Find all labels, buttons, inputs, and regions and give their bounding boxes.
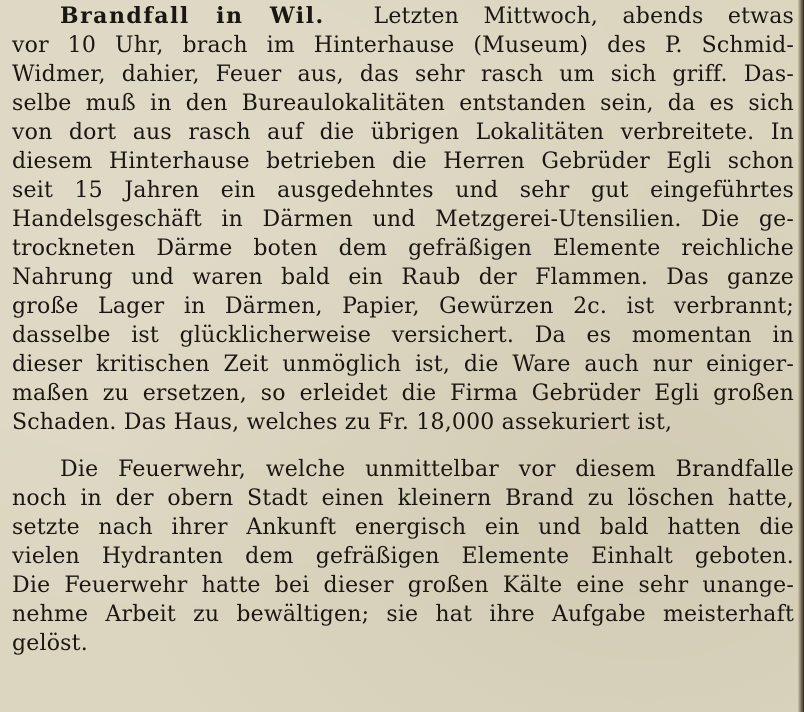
paragraph2-line: nehme Arbeit zu bewältigen; sie hat ihre Aufgabe meisterhaft (12, 602, 794, 627)
article-first-line-text: Letzten Mittwoch, abends etwas (373, 4, 794, 29)
article-first-line (12, 2, 794, 31)
paragraph2-line: Die Feuerwehr hatte bei dieser großen Kälte eine sehr unange- (12, 573, 794, 598)
paragraph1-line: große Lager in Därmen, Papier, Gewürzen 2c. ist verbrannt; (12, 294, 794, 319)
paragraph2-line: setzte nach ihrer Ankunft energisch ein und bald hatten die (12, 515, 794, 540)
paragraph2-line: noch in der obern Stadt einen kleinern Brand zu löschen hatte, (12, 486, 794, 511)
paragraph1-line: Handelsgeschäft in Därmen und Metzgerei-Utensilien. Die ge- (12, 207, 794, 232)
paragraph-gap (12, 437, 794, 455)
paragraph2-line: vielen Hydranten dem gefräßigen Elemente Einhalt geboten. (12, 544, 794, 569)
paragraph1-line: Widmer, dahier, Feuer aus, das sehr rasch um sich griff. Das- (12, 62, 794, 87)
paragraph1-line: vor 10 Uhr, brach im Hinterhause (Museum) des P. Schmid- (12, 33, 794, 58)
paragraph2-line: Die Feuerwehr, welche unmittelbar vor diesem Brandfalle (60, 457, 794, 482)
paragraph1-line: maßen zu ersetzen, so erleidet die Firma Gebrüder Egli großen (12, 381, 794, 406)
paragraph1-line: dieser kritischen Zeit unmöglich ist, die Ware auch nur einiger- (12, 352, 794, 377)
paragraph1-line: Nahrung und waren bald ein Raub der Flammen. Das ganze (12, 265, 794, 290)
paragraph1-line: selbe muß in den Bureaulokalitäten entstanden sein, da es sich (12, 91, 794, 116)
paragraph1-line: dasselbe ist glücklicherweise versichert. Da es momentan in (12, 323, 794, 348)
paragraph1-line: von dort aus rasch auf die übrigen Lokalitäten verbreitete. In (12, 120, 794, 145)
article-headline: Brandfall in Wil. (60, 3, 325, 29)
article-text (12, 2, 794, 658)
paragraph1-line: trockneten Därme boten dem gefräßigen Elemente reichliche (12, 236, 794, 261)
paragraph2-line: gelöst. (12, 631, 88, 656)
paragraph1-line: Schaden. Das Haus, welches zu Fr. 18,000 assekuriert ist, (12, 410, 673, 435)
paragraph1-line: diesem Hinterhause betrieben die Herren Gebrüder Egli schon (12, 149, 794, 174)
paper-edge-shadow (798, 0, 804, 712)
paragraph1-line: seit 15 Jahren ein ausgedehntes und sehr gut eingeführtes (12, 178, 794, 203)
